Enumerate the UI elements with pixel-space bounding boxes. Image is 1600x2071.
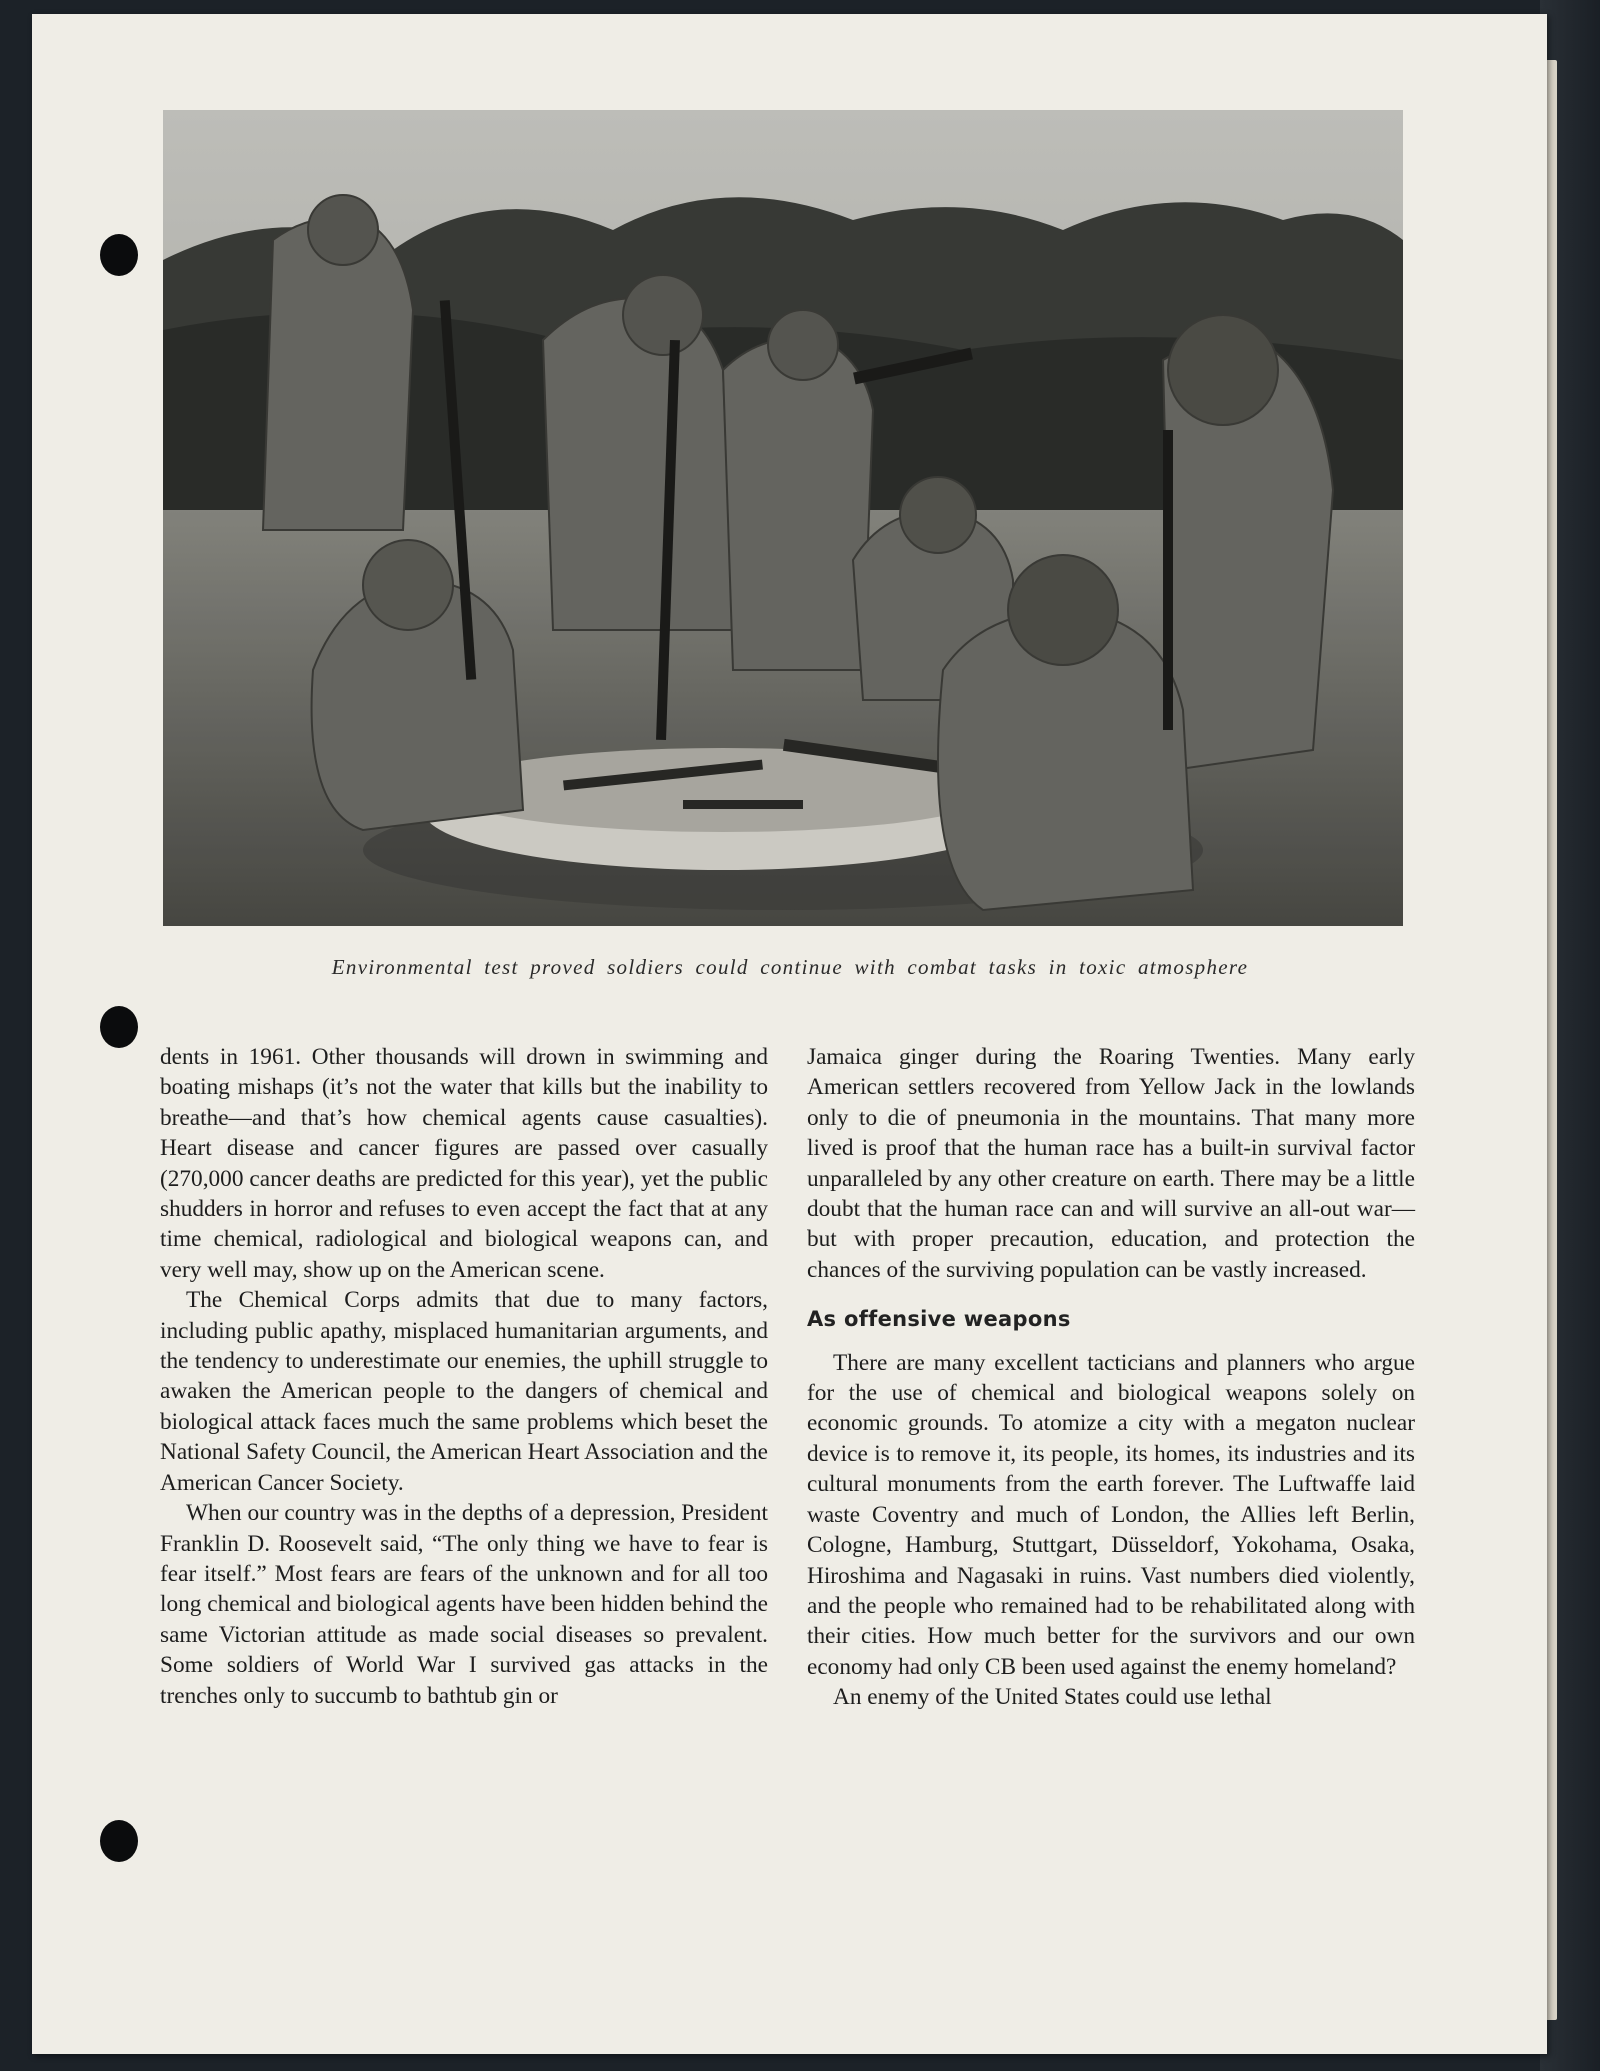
- right-text-column: [807, 1042, 1415, 1713]
- punch-hole-bottom: [100, 1820, 138, 1862]
- paragraph: dents in 1961. Other thousands will drown in swimming and boating mishaps (it’s not the water that kills but the inability to breathe—and that’s how chemical agents cause casualties). Heart disease and cancer figures are passed over casually (270,000 cancer deaths are predicted for this year), yet the public shudders in horror and refuses to even accept the fact that at any time chemical, radiological and biological weapons can, and very well may, show up on the American scene.: [160, 1044, 768, 1283]
- punch-hole-middle: [100, 1006, 138, 1048]
- paragraph: There are many excellent tacticians and planners who argue for the use of chemical and biological weapons solely on economic grounds. To atomize a city with a megaton nuclear device is to remove it, its people, its homes, its industries and its cultural monuments from the earth forever. The Luftwaffe laid waste Coventry and much of London, the Allies left Berlin, Cologne, Hamburg, Stuttgart, Düsseldorf, Yokohama, Osaka, Hiroshima and Nagasaki in ruins. Vast numbers died violently, and the people who remained had to be rehabilitated along with their cities. How much better for the survivors and our own economy had only CB been used against the enemy homeland?: [807, 1349, 1415, 1680]
- left-text-column: [160, 1042, 768, 1711]
- figure-caption: Environmental test proved soldiers could continue with combat tasks in toxic atmosphere: [331, 955, 1249, 979]
- paragraph: An enemy of the United States could use lethal: [833, 1684, 1272, 1711]
- paragraph: The Chemical Corps admits that due to many factors, including public apathy, misplaced humanitarian arguments, and the tendency to underestimate our enemies, the uphill struggle to awaken the American people to the dangers of chemical and biological attack faces much the same problems which beset the National Safety Council, the American Heart Association and the American Cancer Society.: [160, 1287, 768, 1496]
- paragraph: Jamaica ginger during the Roaring Twenties. Many early American settlers recovered from Yellow Jack in the lowlands only to die of pneumonia in the mountains. That many more lived is proof that the human race has a built-in survival factor unparalleled by any other creature on earth. There may be a little doubt that the human race can and will survive an all-out war—but with proper precaution, education, and protection the chances of the surviving population can be vastly increased.: [807, 1044, 1415, 1283]
- section-heading: As offensive weapons: [807, 1307, 1071, 1332]
- punch-hole-top: [100, 234, 138, 276]
- paragraph: When our country was in the depths of a depression, President Franklin D. Roosevelt said, “The only thing we have to fear is fear itself.” Most fears are fears of the unknown and for all too long chemical and biological agents have been hidden behind the same Victorian attitude as made social diseases so prevalent. Some soldiers of World War I survived gas attacks in the trenches only to succumb to bathtub gin or: [160, 1500, 768, 1709]
- photograph-soldiers-gas-masks: [163, 110, 1403, 926]
